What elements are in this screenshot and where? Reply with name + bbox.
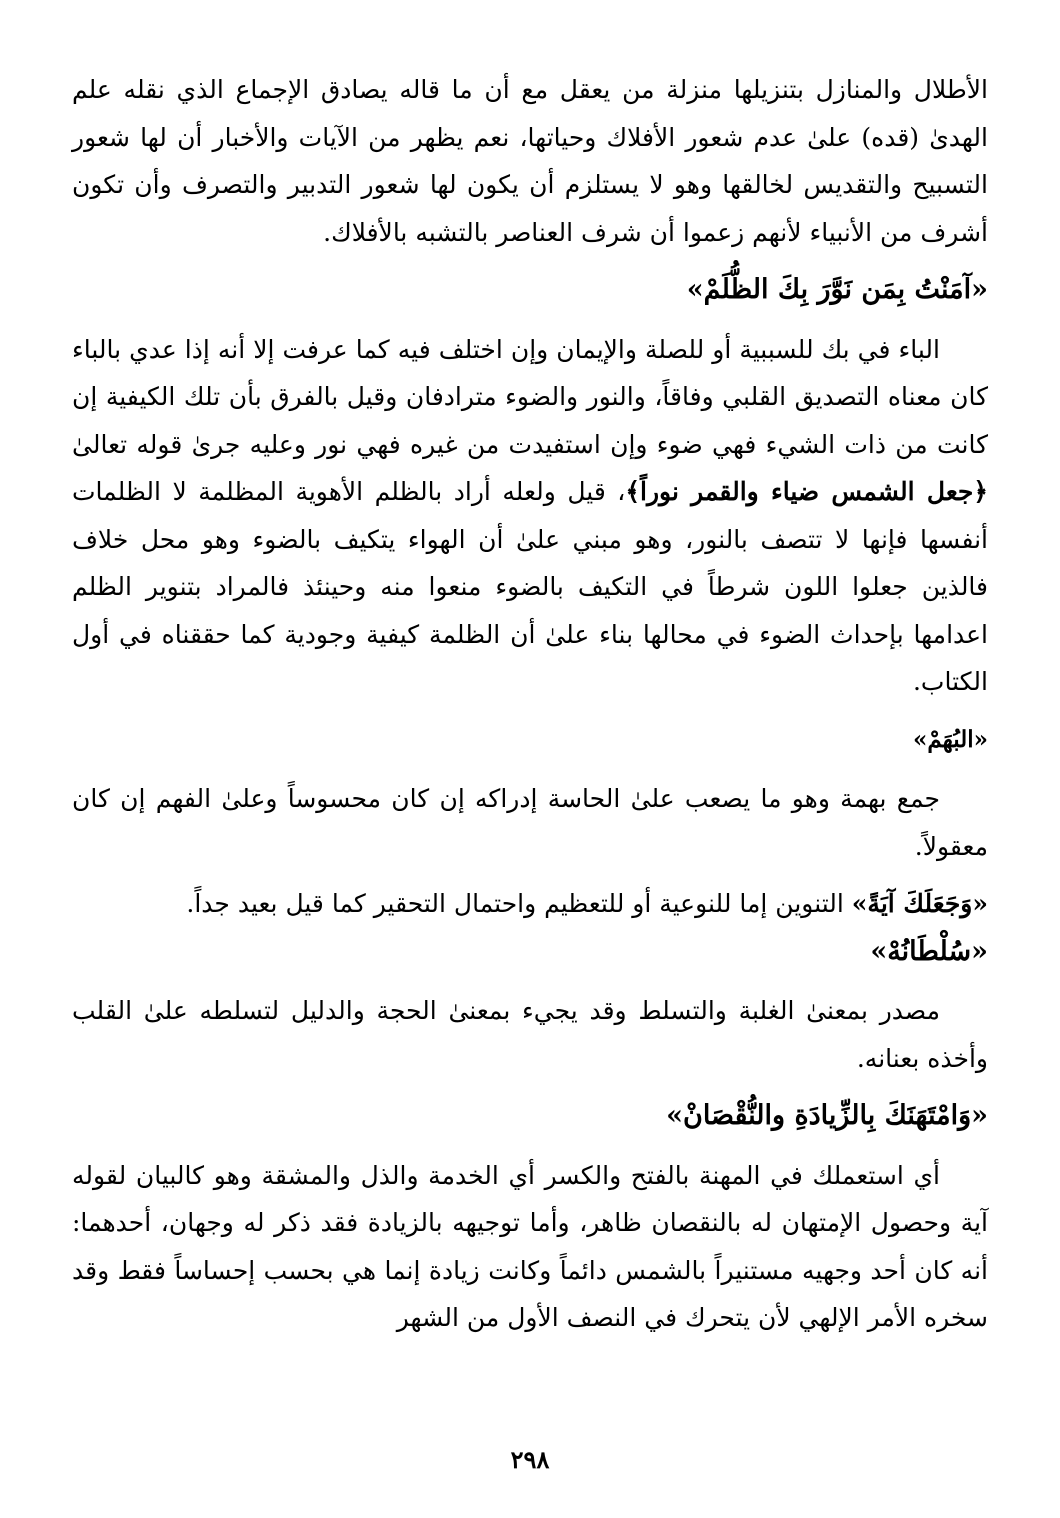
heading-buham: «البُهَمْ»	[913, 725, 988, 753]
paragraph-2-part-a: الباء في بك للسببية أو للصلة والإيمان وإن اختلف فيه كما عرفت إلا أنه إذا عدي بالباء كان معناه التصديق القلبي وفاقاً، والنور والضوء مترادفان وقيل بالفرق بأن تلك الكيفية إن كانت من ذات الشيء فهي ضوء وإن استفيدت من غيره فهي نور وعليه جرىٰ قوله تعالىٰ	[72, 334, 988, 459]
paragraph-3: جمع بهمة وهو ما يصعب علىٰ الحاسة إدراكه إن كان محسوساً وعلىٰ الفهم إن كان معقولاً.	[72, 784, 988, 861]
paragraph-6: أي استعملك في المهنة بالفتح والكسر أي الخدمة والذل والمشقة وهو كالبيان لقوله آية وحصول الإمتهان له بالنقصان ظاهر، وأما توجيهه بالزيادة فقد ذكر له وجهان، أحدهما: أنه كان أحد وجهيه مستنيراً بالشمس دائماً وكانت زيادة إنما هي بحسب إحساساً فقط وقد سخره الأمر الإلهي لأن يتحرك في النصف الأول من الشهر	[72, 1160, 988, 1332]
paragraph-1: الأطلال والمنازل بتنزيلها منزلة من يعقل مع أن ما قاله يصادق الإجماع الذي نقله علم الهدىٰ (قده) علىٰ عدم شعور الأفلاك وحياتها، نعم يظهر من الآيات والأخبار أن لها شعور التسبيح والتقديس لخالقها وهو لا يستلزم أن يكون لها شعور التدبير والتصرف وأن تكون أشرف من الأنبياء لأنهم زعموا أن شرف العناصر بالتشبه بالأفلاك.	[72, 75, 988, 247]
heading-sultanuh: «سُلْطَانُهْ»	[870, 935, 988, 967]
document-page	[72, 66, 988, 1342]
heading-wamtahanaka: «وَامْتَهَنَكَ بِالزِّيادَةِ والنُّقْصَانْ»	[666, 1100, 988, 1131]
paragraph-4	[72, 880, 988, 928]
paragraph-5: مصدر بمعنىٰ الغلبة والتسلط وقد يجيء بمعنىٰ الحجة والدليل لتسلطه علىٰ القلب وأخذه بعنانه.	[72, 996, 988, 1073]
paragraph-4-text: التنوين إما للنوعية أو للتعظيم واحتمال التحقير كما قيل بعيد جداً.	[186, 889, 852, 918]
heading-amantu: «آمَنْتُ بِمَن نَوَّرَ بِكَ الظُّلَمْ»	[686, 274, 988, 305]
paragraph-2	[72, 326, 988, 706]
inline-heading-wajaalaka: «وَجَعَلَكَ آيَةً»	[851, 889, 988, 918]
quran-quote: ﴿جعل الشمس ضياء والقمر نوراً﴾	[625, 477, 988, 506]
paragraph-2-part-b: ، قيل ولعله أراد بالظلم الأهوية المظلمة لا الظلمات أنفسها فإنها لا تتصف بالنور، وهو مبني علىٰ أن الهواء يتكيف بالضوء وهو محل خلاف فالذين جعلوا اللون شرطاً في التكيف بالضوء منعوا منه وحينئذ فالمراد بتنوير الظلم اعدامها بإحداث الضوء في محالها بناء علىٰ أن الظلمة كيفية وجودية كما حققناه في أول الكتاب.	[72, 477, 988, 696]
page-number: ٢٩٨	[510, 1445, 550, 1474]
